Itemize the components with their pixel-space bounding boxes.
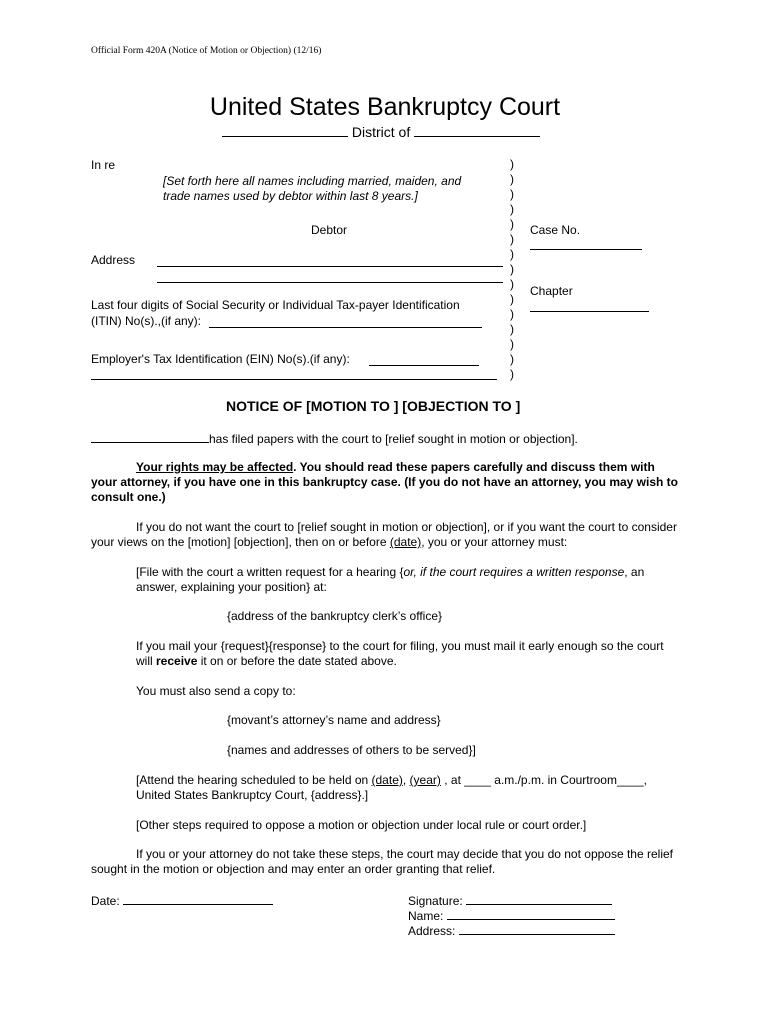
district-blank-left[interactable] — [222, 124, 348, 137]
clerk-address: {address of the bankruptcy clerk’s office} — [227, 609, 443, 623]
signature-label: Signature: — [408, 894, 463, 908]
caption-paren: ) — [510, 232, 514, 246]
file-request-italic: or, if the court requires a written response — [403, 565, 625, 579]
caption-paren: ) — [510, 307, 514, 321]
ein-label: Employer's Tax Identification (EIN) No(s).(if any): — [91, 352, 350, 366]
address-line-1[interactable] — [157, 266, 503, 267]
ein-input-line[interactable] — [369, 365, 479, 366]
itin-input-line[interactable] — [209, 327, 482, 328]
file-request-paragraph — [136, 565, 681, 595]
district-label: District of — [351, 124, 411, 140]
file-request-text-1: [File with the court a written request for a hearing { — [136, 565, 404, 579]
hearing-date: (date) — [371, 773, 403, 787]
intro-date: (date) — [389, 535, 422, 549]
mail-bold: receive — [156, 654, 198, 668]
hearing-comma: , — [402, 773, 410, 787]
in-re-label: In re — [91, 158, 116, 172]
consequence-paragraph: If you or your attorney do not take these steps, the court may decide that you do not oppose the relief sought in the motion or objection and may enter an order granting that relief. — [91, 847, 673, 876]
form-number-note: Official Form 420A (Notice of Motion or Objection) (12/16) — [91, 46, 322, 56]
caption-paren: ) — [510, 367, 514, 381]
caption-paren: ) — [510, 247, 514, 261]
rights-underlined: Your rights may be affected — [136, 460, 294, 474]
address-input-line[interactable] — [459, 922, 615, 935]
caption-paren: ) — [510, 337, 514, 351]
address-label: Address — [91, 253, 136, 267]
intro-text-1: If you do not want the court to [relief sought in motion or objection], or if you want the court to consider your views on the [motion] [objection], then on or before — [91, 520, 677, 549]
date-field — [91, 892, 273, 909]
intro-text-2: , you or your attorney must: — [421, 535, 568, 549]
caption-paren: ) — [510, 157, 514, 171]
filed-papers-line — [91, 430, 578, 447]
address-field — [408, 922, 615, 939]
caption-paren: ) — [510, 277, 514, 291]
caption-paren: ) — [510, 322, 514, 336]
hearing-text-1: [Attend the hearing scheduled to be held on — [136, 773, 372, 787]
names-instruction-line-1: [Set forth here all names including married, maiden, and — [163, 174, 462, 188]
ssn-label-line-1: Last four digits of Social Security or Individual Tax-payer Identification — [91, 298, 460, 312]
mail-text-1: If you mail your {request}{response} to the court for filing, you must mail it early enough so the court will — [136, 639, 664, 668]
district-blank-right[interactable] — [414, 124, 540, 137]
rights-paragraph — [91, 460, 681, 505]
address-sig-label: Address: — [408, 924, 456, 938]
caption-paren: ) — [510, 292, 514, 306]
name-input-line[interactable] — [447, 907, 615, 920]
caption-paren: ) — [510, 187, 514, 201]
hearing-year: (year) — [409, 773, 441, 787]
hearing-paragraph — [136, 773, 681, 803]
movant-attorney: {movant’s attorney’s name and address} — [227, 713, 441, 727]
signature-input-line[interactable] — [466, 892, 612, 905]
notice-title: NOTICE OF [MOTION TO ] [OBJECTION TO ] — [226, 398, 521, 414]
filed-papers-text: has filed papers with the court to [relief sought in motion or objection]. — [209, 432, 578, 446]
address-line-2[interactable] — [157, 282, 503, 283]
hearing-text-2: , at ____ a.m./p.m. in Courtroom____, United States Bankruptcy Court, {address}.] — [136, 773, 647, 802]
mail-text-2: it on or before the date stated above. — [197, 654, 397, 668]
names-instruction-line-2: trade names used by debtor within last 8 years.] — [163, 189, 418, 203]
court-title: United States Bankruptcy Court — [209, 93, 561, 121]
debtor-label: Debtor — [311, 223, 348, 237]
case-no-input-line[interactable] — [530, 249, 642, 250]
mail-paragraph — [136, 639, 681, 669]
ssn-label-line-2: (ITIN) No(s).,(if any): — [91, 314, 201, 328]
name-label: Name: — [408, 909, 444, 923]
district-line — [222, 124, 540, 141]
movant-name-blank[interactable] — [91, 430, 209, 443]
caption-paren: ) — [510, 262, 514, 276]
ein-continuation-line[interactable] — [91, 379, 497, 380]
caption-paren: ) — [510, 217, 514, 231]
caption-paren: ) — [510, 352, 514, 366]
case-no-label: Case No. — [530, 223, 581, 237]
file-request-text-2: , an answer, explaining your position} at: — [136, 565, 645, 594]
caption-paren: ) — [510, 172, 514, 186]
chapter-input-line[interactable] — [530, 311, 649, 312]
copy-to-label: You must also send a copy to: — [136, 684, 296, 698]
caption-paren: ) — [510, 202, 514, 216]
other-steps: [Other steps required to oppose a motion or objection under local rule or court order.] — [136, 818, 587, 832]
date-input-line[interactable] — [123, 892, 273, 905]
date-label: Date: — [91, 894, 120, 908]
intro-paragraph — [91, 520, 681, 550]
chapter-label: Chapter — [530, 284, 573, 298]
others-served: {names and addresses of others to be served}] — [227, 743, 476, 757]
rights-text: . You should read these papers carefully and discuss them with your attorney, if you have one in this bankruptcy case. (If you do not have an attorney, you may wish to consult one.) — [91, 460, 678, 504]
